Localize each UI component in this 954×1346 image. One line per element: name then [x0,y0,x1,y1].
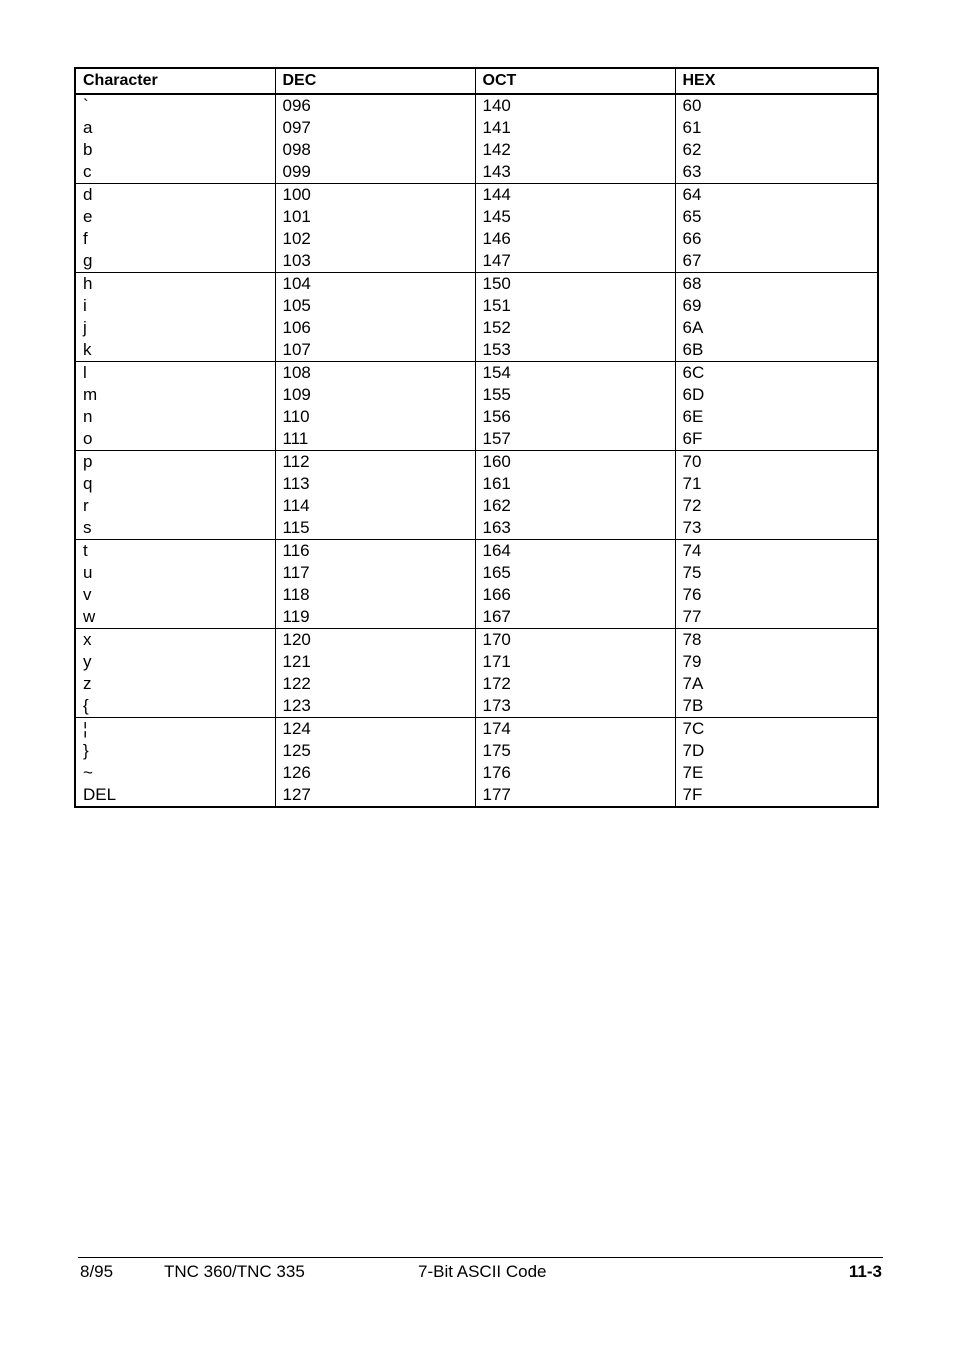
table-row [75,250,878,273]
cell-hex: 7C [675,718,878,741]
cell-dec: 111 [275,428,475,451]
cell-oct: 164 [475,540,675,563]
cell-dec: 101 [275,206,475,228]
cell-hex: 76 [675,584,878,606]
cell-dec: 106 [275,317,475,339]
table-row [75,740,878,762]
table-row [75,762,878,784]
cell-dec: 102 [275,228,475,250]
cell-oct: 154 [475,362,675,385]
cell-character: d [83,185,93,204]
table-row [75,384,878,406]
table-row [75,317,878,339]
column-header-dec: DEC [275,68,475,94]
cell-character: m [83,385,98,404]
cell-dec: 104 [275,273,475,296]
table-row [75,228,878,250]
table-row [75,473,878,495]
cell-character: k [75,339,275,362]
table-row [75,651,878,673]
cell-character: i [83,296,87,315]
cell-character: r [83,496,89,515]
cell-oct: 147 [475,250,675,273]
table-row [75,161,878,184]
cell-hex: 68 [675,273,878,296]
cell-dec: 108 [275,362,475,385]
cell-character: e [83,207,93,226]
cell-oct: 156 [475,406,675,428]
cell-character: j [83,318,87,337]
cell-dec: 123 [275,695,475,718]
cell-dec: 110 [275,406,475,428]
cell-oct: 163 [475,517,675,540]
cell-dec: 114 [275,495,475,517]
cell-oct: 153 [475,339,675,362]
cell-character: { [75,695,275,718]
cell-dec: 125 [275,740,475,762]
cell-dec: 117 [275,562,475,584]
cell-dec: 112 [275,451,475,474]
cell-dec: 113 [275,473,475,495]
cell-oct: 161 [475,473,675,495]
cell-oct: 170 [475,629,675,652]
table-row [75,695,878,718]
table-row [75,673,878,695]
cell-dec: 116 [275,540,475,563]
cell-character: n [83,407,93,426]
table-row [75,273,878,296]
footer-divider [78,1257,883,1258]
column-header-oct: OCT [475,68,675,94]
ascii-code-table [74,67,879,808]
cell-oct: 140 [475,94,675,117]
cell-oct: 151 [475,295,675,317]
table-row [75,451,878,474]
cell-hex: 6F [675,428,878,451]
cell-hex: 75 [675,562,878,584]
cell-dec: 098 [275,139,475,161]
table-header [75,68,878,94]
cell-character: a [83,118,93,137]
cell-dec: 121 [275,651,475,673]
cell-character: ¦ [83,719,88,738]
cell-character: p [83,452,93,471]
cell-hex: 7A [675,673,878,695]
cell-dec: 109 [275,384,475,406]
cell-dec: 126 [275,762,475,784]
cell-dec: 124 [275,718,475,741]
cell-oct: 173 [475,695,675,718]
cell-character: w [75,606,275,629]
cell-oct: 160 [475,451,675,474]
cell-character: v [83,585,92,604]
cell-dec: 119 [275,606,475,629]
cell-oct: 167 [475,606,675,629]
footer-model: TNC 360/TNC 335 [164,1262,305,1281]
cell-hex: 6A [675,317,878,339]
cell-dec: 096 [275,94,475,117]
cell-character: y [83,652,92,671]
cell-character: g [75,250,275,273]
table-row [75,495,878,517]
cell-hex: 7F [675,784,878,807]
table-row [75,584,878,606]
cell-hex: 63 [675,161,878,184]
cell-hex: 77 [675,606,878,629]
cell-character: x [83,630,92,649]
table-row [75,117,878,139]
table-row [75,206,878,228]
cell-hex: 72 [675,495,878,517]
table-row [75,362,878,385]
cell-character: l [83,363,87,382]
cell-character: u [83,563,93,582]
cell-oct: 171 [475,651,675,673]
cell-hex: 6C [675,362,878,385]
cell-hex: 6D [675,384,878,406]
cell-hex: 7B [675,695,878,718]
table-row [75,339,878,362]
footer-date: 8/95 [80,1262,114,1281]
cell-oct: 152 [475,317,675,339]
cell-character: q [83,474,93,493]
cell-hex: 67 [675,250,878,273]
cell-oct: 150 [475,273,675,296]
cell-character: ` [83,96,89,115]
cell-hex: 74 [675,540,878,563]
cell-dec: 118 [275,584,475,606]
cell-oct: 146 [475,228,675,250]
header-row [75,68,878,94]
cell-dec: 100 [275,184,475,207]
cell-oct: 172 [475,673,675,695]
table-row [75,406,878,428]
cell-dec: 103 [275,250,475,273]
cell-dec: 122 [275,673,475,695]
cell-oct: 166 [475,584,675,606]
cell-hex: 70 [675,451,878,474]
cell-hex: 64 [675,184,878,207]
cell-character: s [75,517,275,540]
footer-page-number: 11-3 [848,1262,882,1281]
cell-oct: 175 [475,740,675,762]
cell-oct: 176 [475,762,675,784]
cell-oct: 141 [475,117,675,139]
cell-character: o [75,428,275,451]
cell-hex: 60 [675,94,878,117]
cell-oct: 143 [475,161,675,184]
cell-oct: 177 [475,784,675,807]
cell-oct: 145 [475,206,675,228]
table-row [75,139,878,161]
cell-hex: 61 [675,117,878,139]
cell-character: z [83,674,92,693]
table-row [75,606,878,629]
cell-hex: 62 [675,139,878,161]
cell-hex: 66 [675,228,878,250]
cell-dec: 127 [275,784,475,807]
table-body [75,94,878,807]
cell-character: h [83,274,93,293]
cell-character: } [83,741,89,760]
footer-title: 7-Bit ASCII Code [418,1262,547,1281]
cell-hex: 79 [675,651,878,673]
cell-hex: 71 [675,473,878,495]
table-row [75,562,878,584]
cell-oct: 155 [475,384,675,406]
cell-oct: 142 [475,139,675,161]
cell-dec: 105 [275,295,475,317]
table-row [75,540,878,563]
cell-hex: 65 [675,206,878,228]
cell-character: DEL [75,784,275,807]
cell-character: t [83,541,88,560]
cell-character: b [83,140,93,159]
cell-oct: 144 [475,184,675,207]
cell-dec: 120 [275,629,475,652]
table-row [75,428,878,451]
cell-character: ~ [83,763,93,782]
table-row [75,295,878,317]
table-row [75,94,878,117]
column-header-hex: HEX [675,68,878,94]
table-row [75,517,878,540]
cell-dec: 099 [275,161,475,184]
cell-oct: 174 [475,718,675,741]
table-row [75,784,878,807]
cell-hex: 7D [675,740,878,762]
cell-hex: 78 [675,629,878,652]
cell-hex: 69 [675,295,878,317]
cell-dec: 107 [275,339,475,362]
cell-oct: 165 [475,562,675,584]
table-row [75,184,878,207]
cell-character: f [83,229,88,248]
column-header-character: Character [75,68,275,94]
cell-hex: 6E [675,406,878,428]
cell-hex: 73 [675,517,878,540]
cell-hex: 6B [675,339,878,362]
cell-dec: 115 [275,517,475,540]
table-row [75,718,878,741]
cell-hex: 7E [675,762,878,784]
cell-character: c [75,161,275,184]
cell-oct: 162 [475,495,675,517]
cell-dec: 097 [275,117,475,139]
cell-oct: 157 [475,428,675,451]
table-row [75,629,878,652]
